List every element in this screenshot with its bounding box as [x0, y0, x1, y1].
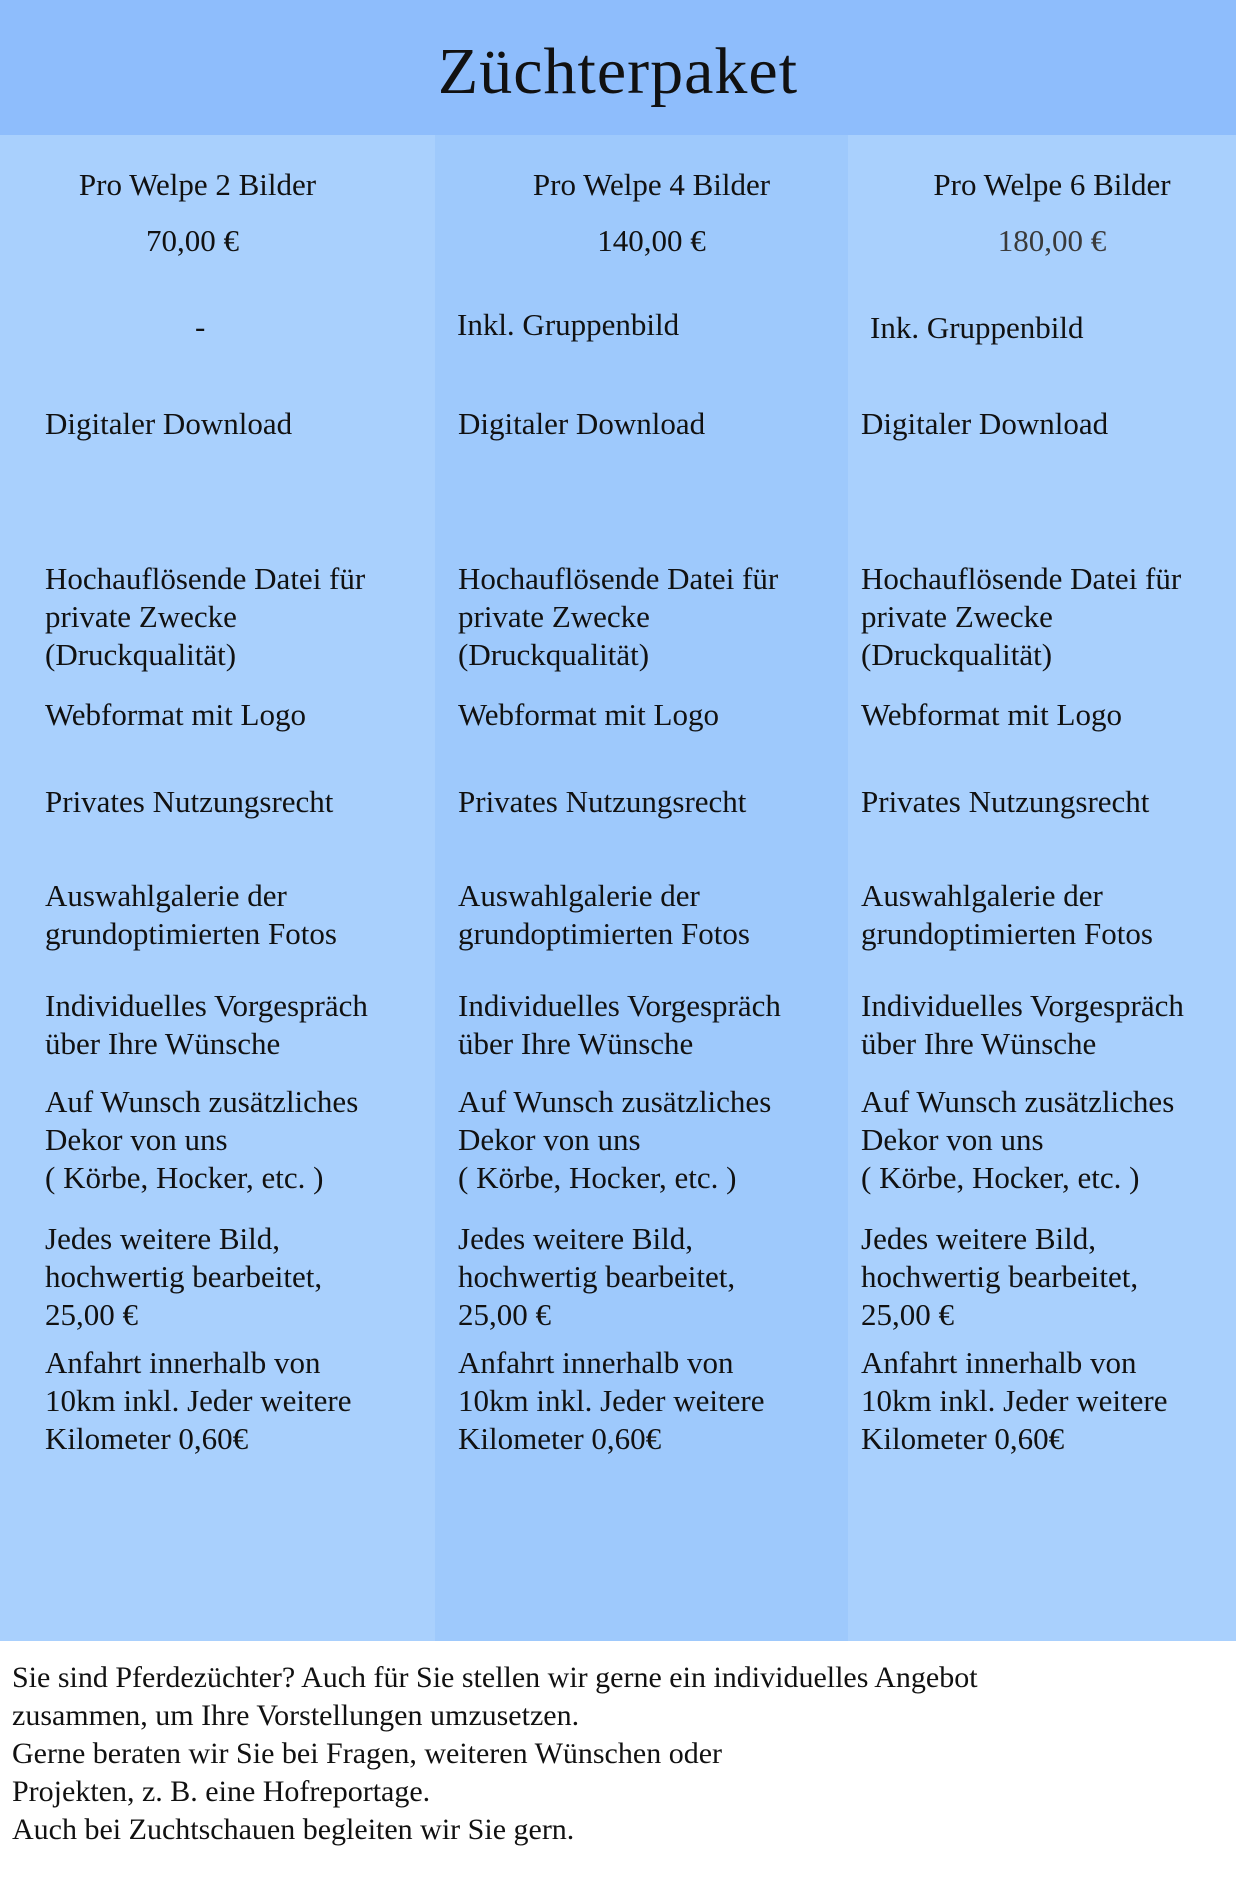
package-price: 70,00 €: [146, 223, 239, 258]
package-name: Pro Welpe 4 Bilder: [532, 167, 771, 202]
pricing-columns: [0, 135, 1236, 1641]
footer-line: zusammen, um Ihre Vorstellungen umzusetzen.: [12, 1699, 580, 1732]
package-feature: Hochauflösende Datei für private Zwecke (Druckqualität): [45, 561, 366, 672]
package-feature: Auswahlgalerie der grundoptimierten Fotos: [458, 878, 750, 951]
package-column-2-bilder: [0, 135, 435, 1641]
package-price: 140,00 €: [597, 223, 706, 258]
page-header: [0, 0, 1236, 135]
package-feature: Hochauflösende Datei für private Zwecke (Druckqualität): [458, 561, 779, 672]
package-feature: Jedes weitere Bild, hochwertig bearbeitet, 25,00 €: [45, 1221, 323, 1332]
package-group-photo: -: [195, 309, 206, 344]
package-name: Pro Welpe 2 Bilder: [78, 167, 317, 202]
package-feature: Privates Nutzungsrecht: [45, 784, 334, 819]
package-feature: Anfahrt innerhalb von 10km inkl. Jeder weitere Kilometer 0,60€: [45, 1345, 352, 1456]
package-feature: Auswahlgalerie der grundoptimierten Fotos: [45, 878, 337, 951]
page-title: Züchterpaket: [437, 34, 799, 108]
package-feature: Webformat mit Logo: [861, 697, 1122, 732]
package-feature: Digitaler Download: [45, 406, 293, 441]
package-feature: Auf Wunsch zusätzliches Dekor von uns ( Körbe, Hocker, etc. ): [45, 1084, 359, 1195]
package-feature: Individuelles Vorgespräch über Ihre Wünsche: [861, 988, 1184, 1061]
package-feature: Jedes weitere Bild, hochwertig bearbeitet, 25,00 €: [861, 1221, 1139, 1332]
package-group-photo: Ink. Gruppenbild: [870, 310, 1084, 345]
footer-line: Projekten, z. B. eine Hofreportage.: [12, 1775, 431, 1808]
package-feature: Auswahlgalerie der grundoptimierten Fotos: [861, 878, 1153, 951]
package-feature: Digitaler Download: [861, 406, 1109, 441]
package-feature: Hochauflösende Datei für private Zwecke (Druckqualität): [861, 561, 1182, 672]
package-name: Pro Welpe 6 Bilder: [933, 167, 1171, 202]
package-feature: Individuelles Vorgespräch über Ihre Wünsche: [45, 988, 368, 1061]
footer-line: Sie sind Pferdezüchter? Auch für Sie stellen wir gerne ein individuelles Angebot: [12, 1661, 978, 1694]
package-column-4-bilder: [435, 135, 848, 1641]
package-feature: Auf Wunsch zusätzliches Dekor von uns ( Körbe, Hocker, etc. ): [861, 1084, 1175, 1195]
package-feature: Privates Nutzungsrecht: [458, 784, 747, 819]
footer-line: Auch bei Zuchtschauen begleiten wir Sie gern.: [12, 1813, 575, 1846]
package-price: 180,00 €: [997, 223, 1107, 258]
package-feature: Anfahrt innerhalb von 10km inkl. Jeder weitere Kilometer 0,60€: [861, 1345, 1168, 1456]
package-column-6-bilder: [848, 135, 1236, 1641]
package-feature: Privates Nutzungsrecht: [861, 784, 1150, 819]
package-feature: Digitaler Download: [458, 406, 706, 441]
package-feature: Individuelles Vorgespräch über Ihre Wünsche: [458, 988, 781, 1061]
package-feature: Webformat mit Logo: [458, 697, 719, 732]
footer-text: [12, 1659, 1222, 1849]
footer-line: Gerne beraten wir Sie bei Fragen, weiteren Wünschen oder: [12, 1737, 722, 1770]
package-feature: Auf Wunsch zusätzliches Dekor von uns ( Körbe, Hocker, etc. ): [458, 1084, 772, 1195]
package-group-photo: Inkl. Gruppenbild: [457, 307, 680, 342]
package-feature: Anfahrt innerhalb von 10km inkl. Jeder weitere Kilometer 0,60€: [458, 1345, 765, 1456]
package-feature: Webformat mit Logo: [45, 697, 306, 732]
package-feature: Jedes weitere Bild, hochwertig bearbeitet, 25,00 €: [458, 1221, 736, 1332]
